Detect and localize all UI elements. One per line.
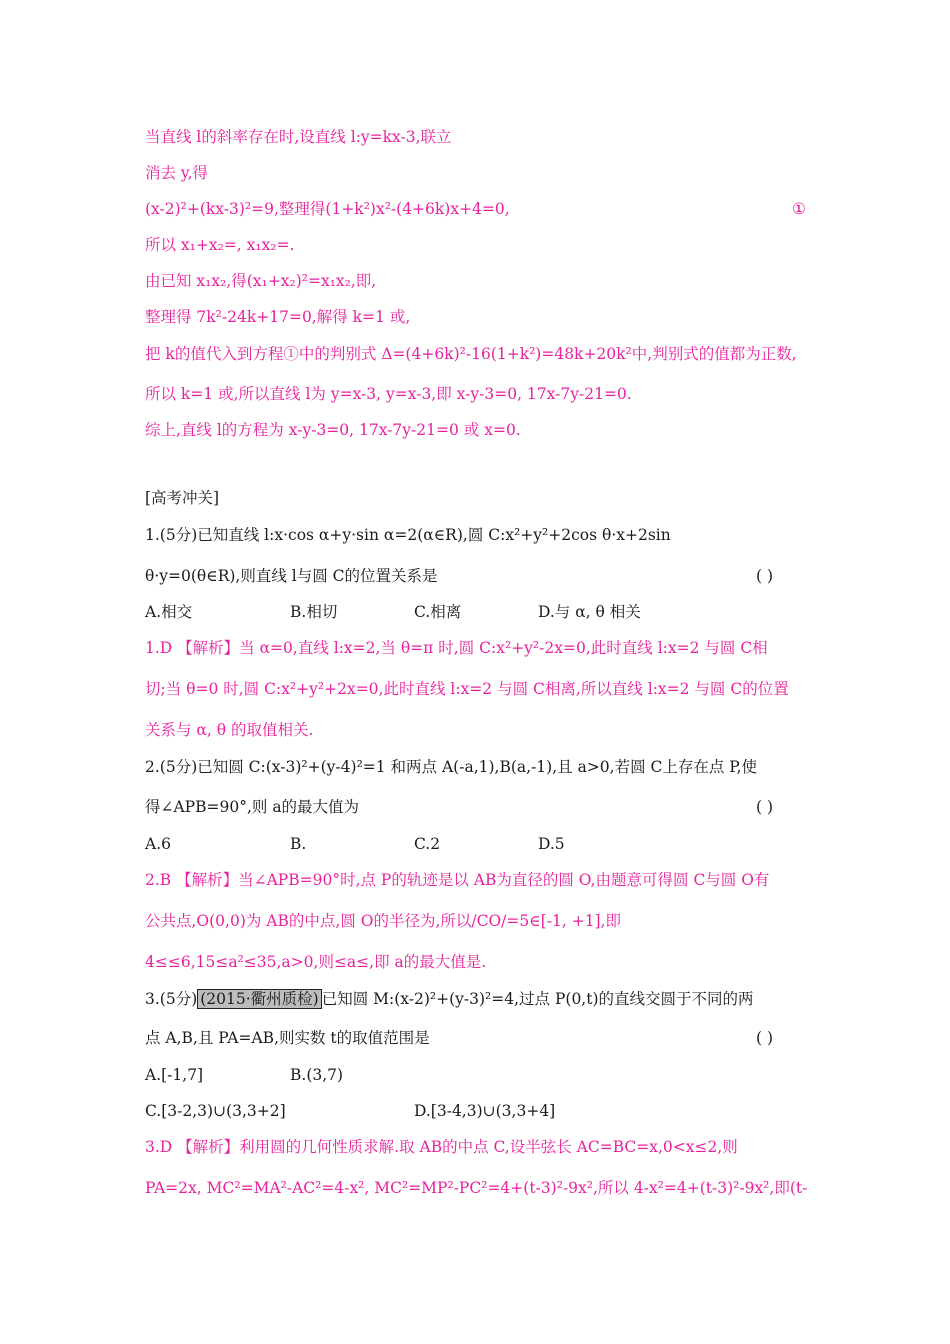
- option-a: A.[-1,7]: [145, 1066, 204, 1084]
- equation-marker: ①: [792, 200, 806, 218]
- option-b: B.: [290, 835, 307, 853]
- option-b: B.(3,7): [290, 1066, 344, 1084]
- solution-line: 消去 y,得: [145, 164, 209, 182]
- question-text: 1.(5分)已知直线 l:x·cos α+y·sin α=2(α∈R),圆 C:x²+y²+2cos θ·x+2sin: [145, 526, 671, 544]
- solution-line: 当直线 l的斜率存在时,设直线 l:y=kx-3,联立: [145, 128, 452, 146]
- question-text: 2.(5分)已知圆 C:(x-3)²+(y-4)²=1 和两点 A(-a,1),B(a,-1),且 a>0,若圆 C上存在点 P,使: [145, 758, 758, 776]
- answer-blank: ( ): [756, 1029, 774, 1047]
- option-c: C.相离: [414, 603, 462, 621]
- question-text: [145, 988, 754, 1010]
- section-title: [高考冲关]: [145, 489, 220, 507]
- option-d: D.5: [538, 835, 565, 853]
- option-d: D.与 α, θ 相关: [538, 603, 641, 621]
- option-b: B.相切: [290, 603, 338, 621]
- option-a: A.相交: [145, 603, 193, 621]
- solution-line: 综上,直线 l的方程为 x-y-3=0, 17x-7y-21=0 或 x=0.: [145, 421, 521, 439]
- answer-line: 公共点,O(0,0)为 AB的中点,圆 O的半径为,所以/CO/=5∈[-1, +1],即: [145, 912, 622, 930]
- answer-line: 1.D 【解析】当 α=0,直线 l:x=2,当 θ=π 时,圆 C:x²+y²-2x=0,此时直线 l:x=2 与圆 C相: [145, 639, 768, 657]
- option-a: A.6: [145, 835, 171, 853]
- answer-blank: ( ): [756, 798, 774, 816]
- question-text: θ·y=0(θ∈R),则直线 l与圆 C的位置关系是: [145, 567, 438, 585]
- question-body: 已知圆 M:(x-2)²+(y-3)²=4,过点 P(0,t)的直线交圆于不同的两: [321, 990, 754, 1008]
- answer-blank: ( ): [756, 567, 774, 585]
- answer-line: 切;当 θ=0 时,圆 C:x²+y²+2x=0,此时直线 l:x=2 与圆 C相离,所以直线 l:x=2 与圆 C的位置: [145, 680, 789, 698]
- option-d: D.[3-4,3)∪(3,3+4]: [414, 1102, 556, 1120]
- answer-line: PA=2x, MC²=MA²-AC²=4-x², MC²=MP²-PC²=4+(t-3)²-9x²,所以 4-x²=4+(t-3)²-9x²,即(t-: [145, 1179, 808, 1197]
- question-text: 得∠APB=90°,则 a的最大值为: [145, 798, 360, 816]
- option-c: C.[3-2,3)∪(3,3+2]: [145, 1102, 286, 1120]
- source-tag: (2015·衢州质检): [197, 989, 321, 1009]
- solution-line: 由已知 x₁x₂,得(x₁+x₂)²=x₁x₂,即,: [145, 272, 377, 290]
- answer-line: 关系与 α, θ 的取值相关.: [145, 721, 314, 739]
- question-text: 点 A,B,且 PA=AB,则实数 t的取值范围是: [145, 1029, 430, 1047]
- solution-line: (x-2)²+(kx-3)²=9,整理得(1+k²)x²-(4+6k)x+4=0,: [145, 200, 510, 218]
- answer-line: 3.D 【解析】利用圆的几何性质求解.取 AB的中点 C,设半弦长 AC=BC=x,0<x≤2,则: [145, 1138, 738, 1156]
- question-number: 3.(5分): [145, 990, 198, 1008]
- option-c: C.2: [414, 835, 441, 853]
- answer-line: 4≤≤6,15≤a²≤35,a>0,则≤a≤,即 a的最大值是.: [145, 953, 487, 971]
- solution-line: 整理得 7k²-24k+17=0,解得 k=1 或,: [145, 308, 411, 326]
- solution-line: 把 k的值代入到方程①中的判别式 Δ=(4+6k)²-16(1+k²)=48k+20k²中,判别式的值都为正数,: [145, 345, 797, 363]
- answer-line: 2.B 【解析】当∠APB=90°时,点 P的轨迹是以 AB为直径的圆 O,由题意可得圆 C与圆 O有: [145, 871, 770, 889]
- solution-line: 所以 k=1 或,所以直线 l为 y=x-3, y=x-3,即 x-y-3=0, 17x-7y-21=0.: [145, 385, 632, 403]
- solution-line: 所以 x₁+x₂=, x₁x₂=.: [145, 236, 295, 254]
